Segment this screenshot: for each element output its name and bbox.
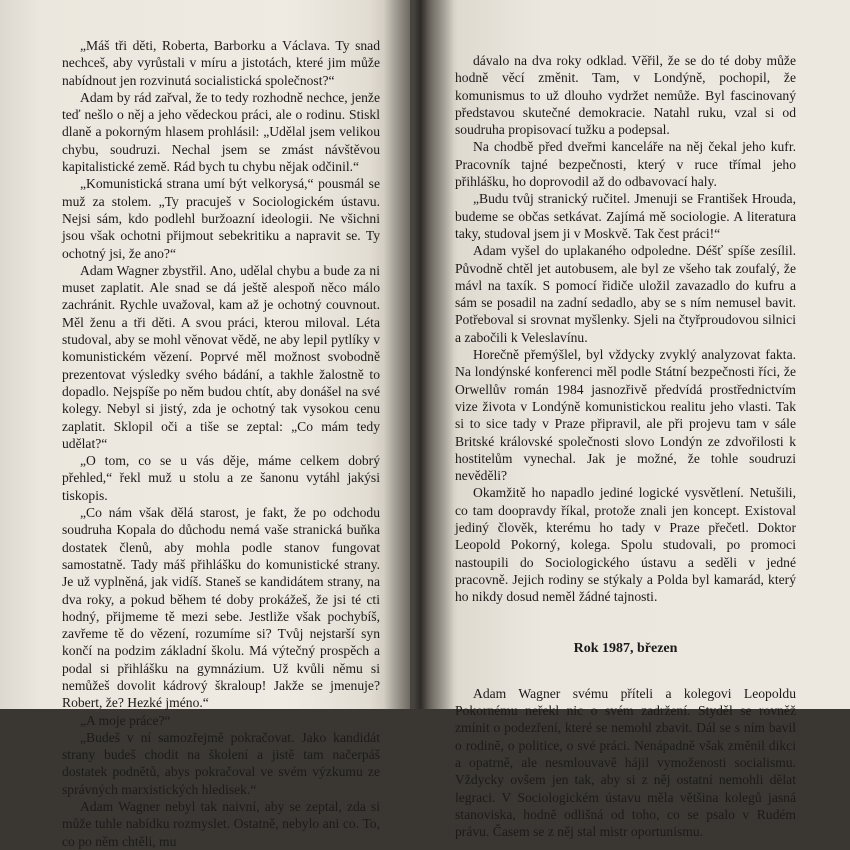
- paragraph: Adam Wagner svému příteli a kolegovi Leopoldu Pokornému neřekl nic o svém zadržení. Styděl se rovněž zmínit o podezření, které se nemohl zbavit. Dál se s ním bavil o rodině, o politice, o své práci. Nenápadně však změnil dikci a opatrně, ale nesmlouvavě hájil vymoženosti socialismu. Vždycky ovšem jen tak, aby si z něj ostatní nemohli dělat legraci. V Sociologickém ústavu měla většina kolegů jasná stanoviska, hodně odlišná od toho, co se psalo v Rudém právu. Časem se z něj stal mistr oportunismu.: [455, 685, 796, 840]
- paragraph: „Komunistická strana umí být velkorysá,“ pousmál se muž za stolem. „Ty pracuješ v Sociologickém ústavu. Nejsi sám, kdo podlehl buržoazní ideologii. Ne všichni jsou však ochotni přijmout sebekritiku a napravit se. Ty ochotný jsi, že ano?“: [62, 176, 380, 261]
- paragraph: Okamžitě ho napadlo jediné logické vysvětlení. Netušili, co tam doopravdy říkal, protože znali jen koncept. Existoval jediný člověk, kterému ho tady v Praze přečetl. Doktor Leopold Pokorný, kolega. Spolu studovali, po promoci nastoupili do Sociologického ústavu a seděli v jedné pracovně. Jejich rodiny se stýkaly a Polda byl kamarád, který ho nikdy dosud neměl žádné tajnosti.: [455, 485, 796, 605]
- paragraph: „O tom, co se u vás děje, máme celkem dobrý přehled,“ řekl muž u stolu a ze šanonu vytáhl jakýsi tiskopis.: [62, 453, 380, 503]
- paragraph: Adam Wagner nebyl tak naivní, aby se zeptal, zda si může tuhle nabídku rozmyslet. Ostatně, nebylo ani co. To, co po něm chtěli, mu: [62, 799, 380, 849]
- paragraph: „Máš tři děti, Roberta, Barborku a Václava. Ty snad nechceš, aby vyrůstali v míru a jistotách, které jim může nabídnout jen rozvinutá socialistická společnost?“: [62, 38, 380, 88]
- paragraph: „Budeš v ní samozřejmě pokračovat. Jako kandidát strany budeš chodit na školení a jistě tam načerpáš dostatek podnětů, abys pokračoval ve svém výzkumu ze správných marxistických hledisek.“: [62, 729, 380, 797]
- paragraph: Adam vyšel do uplakaného odpoledne. Déšť spíše zesílil. Původně chtěl jet autobusem, ale byl ze všeho tak zoufalý, že mávl na taxík. S pomocí řidiče uložil zavazadlo do kufru a sám se posadil na zadní sedadlo, aby se s ním nemusel bavit. Potřeboval si srovnat myšlenky. Sjeli na čtyřproudovou silnici a zabočili k Veleslavínu.: [455, 243, 796, 345]
- paragraph: Horečně přemýšlel, byl vždycky zvyklý analyzovat fakta. Na londýnské konferenci měl podle Státní bezpečnosti říci, že Orwellův román 1984 jasnozřivě předvídá prostřednictvím vize života v Londýně komunistickou realitu jeho vlasti. Tak si to sice tady v Praze připravil, ale při projevu tam v sále Britské královské společnosti slovo Londýn ze zdvořilosti k hostitelům vynechal. Jak je možné, že tohle soudruzi nevěděli?: [455, 347, 796, 484]
- paragraph: Adam Wagner zbystřil. Ano, udělal chybu a bude za ni muset zaplatit. Ale snad se dá ještě alespoň něco málo zachránit. Rychle uvažoval, kam až je ochotný couvnout. Měl ženu a tři děti. A svou práci, kterou miloval. Léta studoval, aby se mohl věnovat vědě, ne aby lepil pytlíky v komunistickém vězení. Poprvé měl možnost svobodně prezentovat výsledky svého bádání, a takhle žalostně to dopadlo. Nejspíše po něm budou chtít, aby donášel na své kolegy. Nebyl si jistý, zda je ochotný tak vysokou cenu zaplatit. Sklopil oči a tiše se zeptal: „Co mám tedy udělat?“: [62, 262, 380, 451]
- paragraph: dávalo na dva roky odklad. Věřil, že se do té doby může hodně věcí změnit. Tam, v Londýně, pochopil, že komunismus to už dlouho vydržet nemůže. Byl fascinovaný představou skutečné demokracie. Natahl ruku, vzal si od soudruha propisovací tužku a podepsal.: [455, 53, 796, 138]
- paragraph: Na chodbě před dveřmi kanceláře na něj čekal jeho kufr. Pracovník tajné bezpečnosti, který v ruce třímal jeho přihlášku, ho doprovodil až do odbavovací haly.: [455, 139, 796, 190]
- paragraph: „A moje práce?“: [80, 712, 171, 728]
- right-page-text: [455, 52, 796, 840]
- left-page-text: [62, 37, 380, 850]
- left-page: [0, 0, 410, 849]
- section-heading: Rok 1987, březen: [573, 640, 678, 656]
- paragraph: „Co nám však dělá starost, je fakt, že po odchodu soudruha Kopala do důchodu nemá vaše stranická buňka dostatek členů, aby mohla podle stanov fungovat samostatně. Tady máš přihlášku do komunistické strany. Je už vyplněná, jak vidíš. Staneš se kandidátem strany, na dva roky, a pokud během té doby prokážeš, že jsi té cti hodný, přijmeme tě mezi sebe. Jestliže však pochybíš, zavřeme tě do vězení, rozumíme si? Tvůj nejstarší syn končí na podzim základní školu. Má výtečný prospěch a podal si přihlášku na gymnázium. Už kvůli němu si nemůžeš dovolit kádrový škraloup! Jakže se jmenuje? Robert, že? Hezké jméno.“: [62, 505, 380, 711]
- paragraph: „Budu tvůj stranický ručitel. Jmenuji se František Hrouda, budeme se občas setkávat. Zajímá mě sociologie. A literatura taky, studoval jsem ji v Moskvě. Tak čest práci!“: [455, 191, 796, 241]
- paragraph: Adam by rád zařval, že to tedy rozhodně nechce, jenže teď nešlo o něj a jeho vědeckou práci, ale o rodinu. Stiskl dlaně a pokorným hlasem prohlásil: „Udělal jsem velikou chybu, soudruzi. Nechal jsem se zmást návštěvou kapitalistické země. Rád bych tu chybu nějak odčinil.“: [62, 89, 380, 175]
